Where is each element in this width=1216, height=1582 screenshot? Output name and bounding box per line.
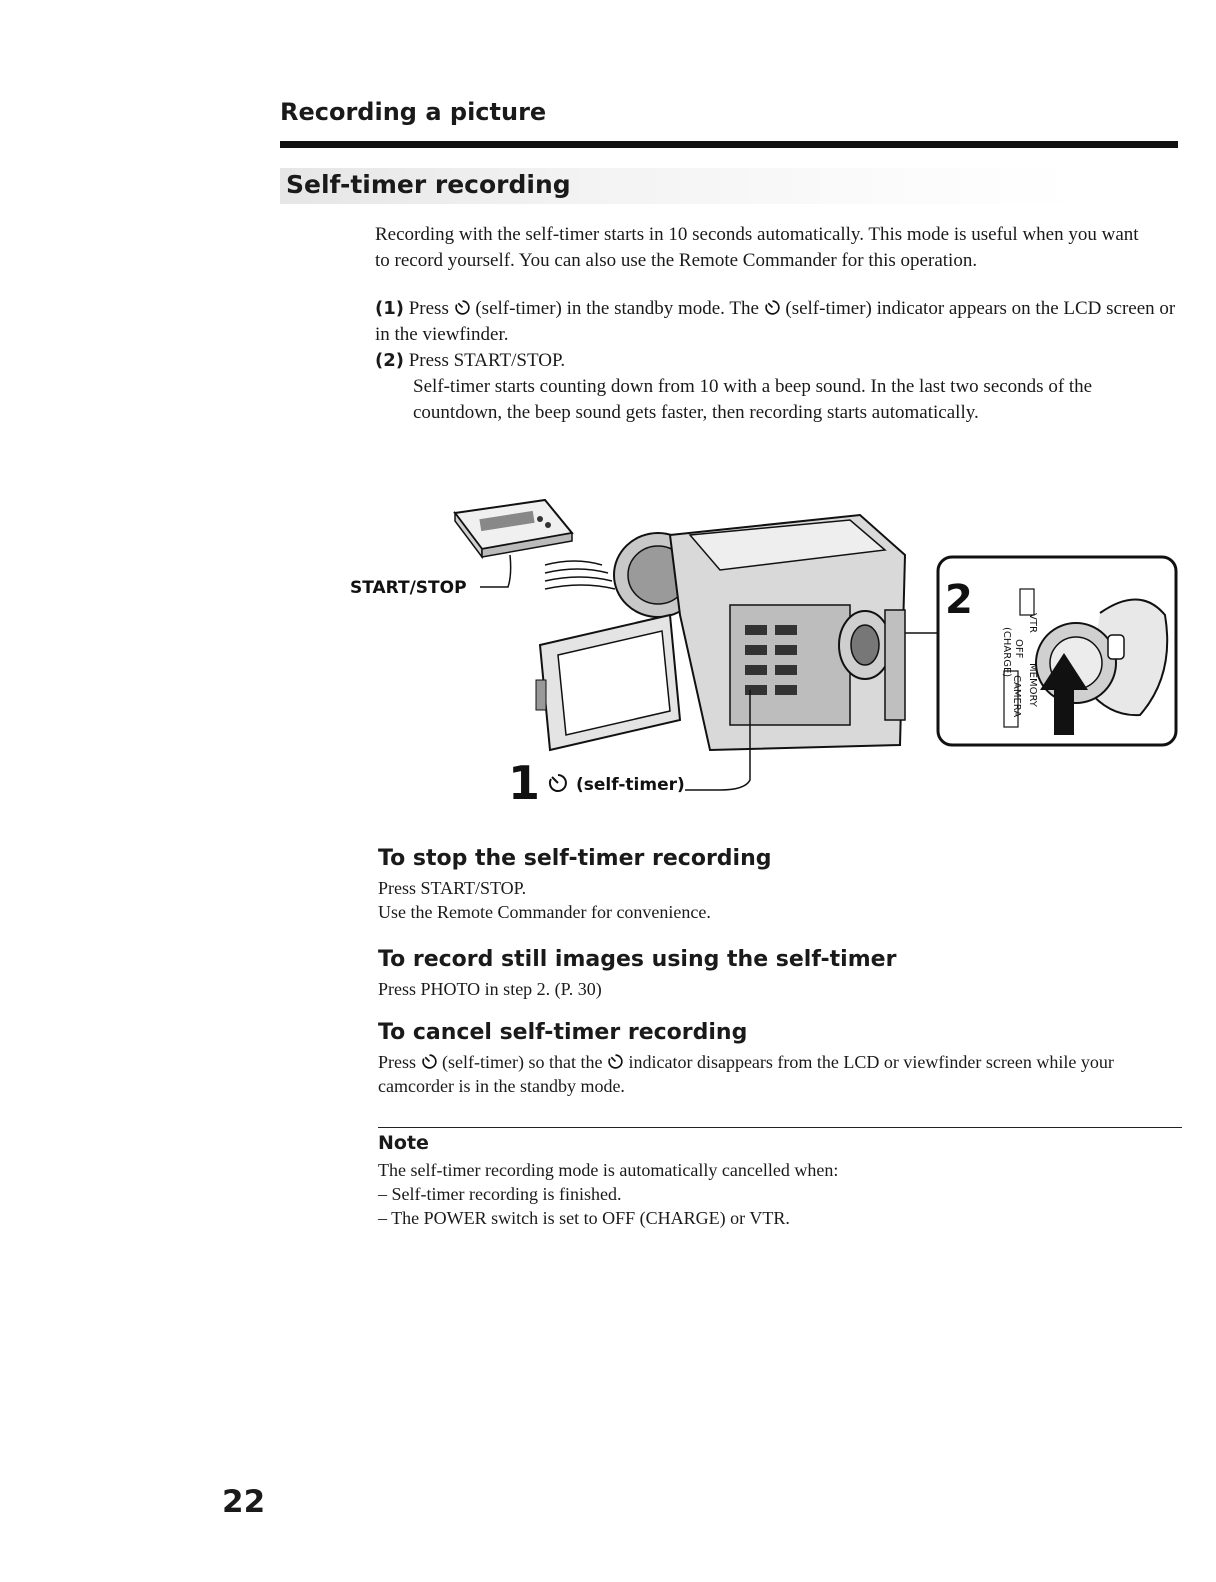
lcd-panel: [536, 615, 680, 750]
switch-label-off: OFF: [1013, 639, 1024, 659]
still-line-1: Press PHOTO in step 2. (P. 30): [378, 979, 602, 999]
cancel-heading: To cancel self-timer recording: [378, 1020, 748, 1045]
page-number: 22: [222, 1484, 266, 1520]
self-timer-label: (self-timer): [576, 775, 685, 795]
note-line-3: – The POWER switch is set to OFF (CHARGE) or VTR.: [378, 1208, 790, 1228]
callout-step-2: 2: [945, 577, 973, 623]
remote-signal: [545, 561, 615, 589]
step-2-number: (2): [375, 350, 404, 371]
switch-label-vtr: VTR: [1027, 613, 1038, 633]
cancel-mid: (self-timer) so that the: [442, 1052, 603, 1072]
switch-label-camera: CAMERA: [1011, 675, 1022, 718]
step-1: [375, 296, 1180, 348]
cancel-post: indicator disappears from the LCD or viewfinder screen while your camcorder is in the standby mode.: [378, 1052, 1114, 1096]
intro-paragraph: Recording with the self-timer starts in 10 seconds automatically. This mode is useful when you want to record yourself. You can also use the Remote Commander for this operation.: [375, 224, 1139, 271]
section-title: Recording a picture: [280, 98, 547, 126]
switch-label-charge: (CHARGE): [1001, 627, 1012, 678]
self-timer-icon: [764, 299, 781, 316]
step-2-detail: Self-timer starts counting down from 10 with a beep sound. In the last two seconds of the countdown, the beep sound gets faster, then recording starts automatically.: [413, 376, 1093, 423]
callout-step-1: 1: [508, 756, 541, 805]
camcorder-illustration: [340, 495, 1190, 805]
switch-label-memory: MEMORY: [1027, 663, 1038, 707]
still-heading: To record still images using the self-timer: [378, 947, 897, 972]
start-stop-label: START/STOP: [350, 578, 467, 598]
step-1-number: (1): [375, 298, 404, 319]
inset-power-switch: [938, 557, 1176, 745]
stop-heading: To stop the self-timer recording: [378, 846, 772, 871]
step-2-line: Press START/STOP.: [408, 350, 566, 371]
stop-line-2: Use the Remote Commander for convenience.: [378, 902, 711, 922]
page-heading: Self-timer recording: [286, 170, 571, 199]
cancel-pre: Press: [378, 1052, 417, 1072]
self-timer-icon: [550, 775, 566, 791]
remote-commander: [455, 500, 572, 557]
self-timer-icon: [607, 1053, 624, 1070]
step-2: [375, 348, 1155, 426]
note-rule: [378, 1127, 1182, 1128]
stop-line-1: Press START/STOP.: [378, 878, 527, 898]
note-body: [378, 1158, 838, 1230]
note-heading: Note: [378, 1132, 429, 1154]
note-line-2: – Self-timer recording is finished.: [378, 1184, 622, 1204]
cancel-body: [378, 1050, 1168, 1098]
section-rule: [280, 141, 1178, 148]
self-timer-icon: [421, 1053, 438, 1070]
step-1-post: (self-timer) indicator appears on the LCD screen or in the viewfinder.: [375, 298, 1176, 345]
step-1-mid: (self-timer) in the standby mode. The: [475, 298, 759, 319]
self-timer-icon: [454, 299, 471, 316]
note-line-1: The self-timer recording mode is automatically cancelled when:: [378, 1160, 839, 1180]
step-1-pre: Press: [408, 298, 449, 319]
